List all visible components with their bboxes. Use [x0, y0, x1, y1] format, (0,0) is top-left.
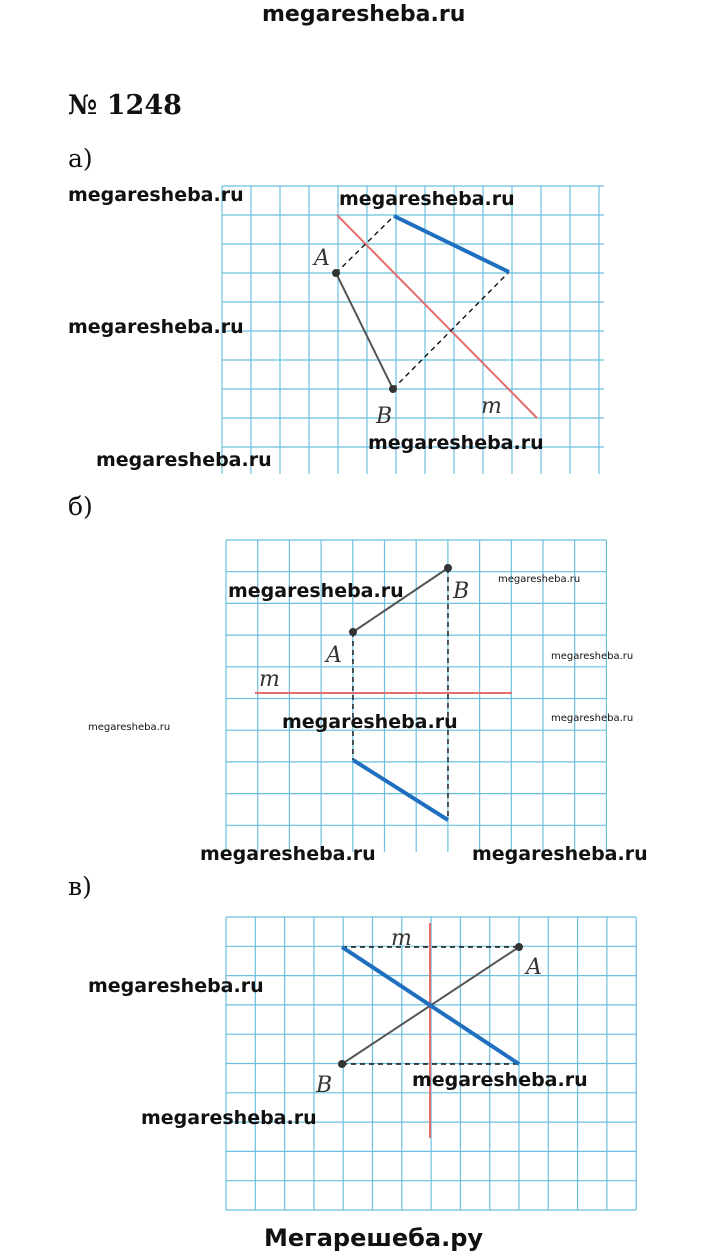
- part-c-point-a: [515, 943, 523, 951]
- part-b-watermark-2: megaresheba.ru: [498, 574, 581, 585]
- part-c-watermark-1: megaresheba.ru: [88, 975, 264, 997]
- part-b-watermark-1: megaresheba.ru: [228, 580, 404, 602]
- part-b-watermark-5: megaresheba.ru: [88, 722, 171, 733]
- part-b-watermark-4: megaresheba.ru: [282, 711, 458, 733]
- part-c-label-m: m: [391, 926, 412, 951]
- part-b-watermark-3: megaresheba.ru: [551, 651, 634, 662]
- part-a-watermark-5: megaresheba.ru: [96, 449, 272, 471]
- part-c-label: в): [68, 872, 92, 901]
- part-c-label-b: B: [316, 1073, 333, 1098]
- footer-watermark: Мегарешеба.ру: [264, 1224, 484, 1252]
- problem-number: № 1248: [68, 90, 182, 121]
- part-c-point-b: [338, 1060, 346, 1068]
- part-a-label-b: B: [376, 404, 393, 429]
- part-b-label-b: B: [453, 579, 470, 604]
- part-c-watermark-2: megaresheba.ru: [412, 1069, 588, 1091]
- part-b-watermark-7: megaresheba.ru: [200, 843, 376, 865]
- part-a-watermark-2: megaresheba.ru: [339, 188, 515, 210]
- part-b-watermark-8: megaresheba.ru: [472, 843, 648, 865]
- part-c-watermark-3: megaresheba.ru: [141, 1107, 317, 1129]
- part-b-label: б): [68, 492, 93, 521]
- part-b-label-m: m: [259, 667, 280, 692]
- part-a-label-a: A: [314, 246, 330, 271]
- part-b-label-a: A: [326, 643, 342, 668]
- part-c-grid: [226, 917, 636, 1210]
- part-a-watermark-1: megaresheba.ru: [68, 184, 244, 206]
- header-watermark: megaresheba.ru: [262, 2, 466, 27]
- part-a-watermark-3: megaresheba.ru: [68, 316, 244, 338]
- part-a-label-m: m: [481, 394, 502, 419]
- part-c-label-a: A: [526, 955, 542, 980]
- part-a-label: а): [68, 144, 93, 173]
- part-a-watermark-4: megaresheba.ru: [368, 432, 544, 454]
- part-b-watermark-6: megaresheba.ru: [551, 713, 634, 724]
